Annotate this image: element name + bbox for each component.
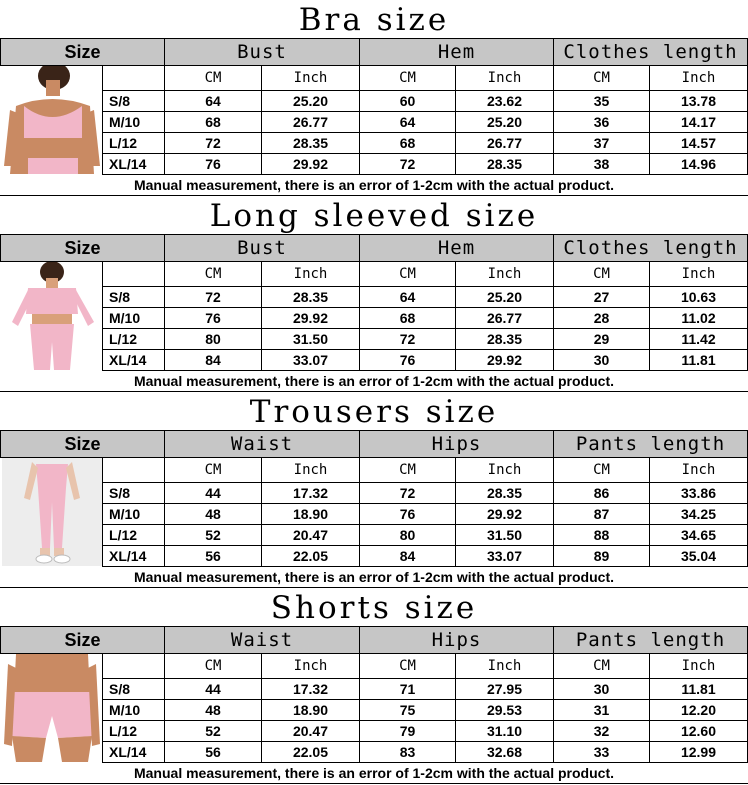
unit-label: Inch — [456, 262, 554, 287]
unit-label: CM — [360, 458, 456, 483]
measure-header: Hips — [360, 431, 554, 458]
size-label: L/12 — [102, 525, 165, 546]
unit-row-label — [102, 66, 165, 91]
measure-value: 48 — [165, 504, 262, 525]
section-title: Long sleeved size — [0, 196, 748, 235]
unit-label: Inch — [262, 654, 360, 679]
size-label: S/8 — [102, 91, 165, 112]
size-header: Size — [0, 431, 165, 458]
size-label: S/8 — [102, 483, 165, 504]
measure-value: 76 — [165, 308, 262, 329]
measure-value: 25.20 — [456, 287, 554, 308]
measure-value: 23.62 — [456, 91, 554, 112]
measure-value: 29.53 — [456, 700, 554, 721]
measure-value: 33.86 — [650, 483, 748, 504]
unit-label: Inch — [456, 458, 554, 483]
measure-header: Pants length — [554, 627, 748, 654]
unit-label: Inch — [650, 262, 748, 287]
measure-value: 29.92 — [262, 308, 360, 329]
measurement-note: Manual measurement, there is an error of 1-2cm with the actual product. — [0, 175, 748, 196]
measure-value: 32.68 — [456, 742, 554, 763]
measure-header: Clothes length — [554, 39, 748, 66]
measure-value: 64 — [360, 112, 456, 133]
measure-value: 33.07 — [262, 350, 360, 371]
size-label: L/12 — [102, 721, 165, 742]
unit-label: CM — [165, 66, 262, 91]
unit-label: Inch — [456, 66, 554, 91]
measure-value: 56 — [165, 546, 262, 567]
unit-row-label — [102, 458, 165, 483]
section-title: Trousers size — [0, 392, 748, 431]
measure-value: 11.81 — [650, 679, 748, 700]
measure-value: 68 — [165, 112, 262, 133]
size-label: M/10 — [102, 112, 165, 133]
measure-value: 52 — [165, 721, 262, 742]
measure-value: 31.50 — [262, 329, 360, 350]
size-label: L/12 — [102, 133, 165, 154]
measure-header: Hem — [360, 39, 554, 66]
measure-value: 83 — [360, 742, 456, 763]
size-label: S/8 — [102, 287, 165, 308]
measure-value: 18.90 — [262, 700, 360, 721]
measure-header: Hips — [360, 627, 554, 654]
measure-value: 11.42 — [650, 329, 748, 350]
measure-value: 20.47 — [262, 721, 360, 742]
unit-label: CM — [360, 654, 456, 679]
size-section — [0, 392, 748, 588]
section-title: Shorts size — [0, 588, 748, 627]
measure-value: 29.92 — [456, 350, 554, 371]
measure-value: 68 — [360, 308, 456, 329]
size-header: Size — [0, 39, 165, 66]
measure-header: Waist — [165, 431, 360, 458]
measure-value: 28.35 — [456, 483, 554, 504]
unit-label: Inch — [650, 458, 748, 483]
measure-value: 26.77 — [262, 112, 360, 133]
unit-label: CM — [360, 66, 456, 91]
unit-label: Inch — [262, 66, 360, 91]
measure-value: 17.32 — [262, 483, 360, 504]
measure-value: 31.50 — [456, 525, 554, 546]
measurement-note: Manual measurement, there is an error of 1-2cm with the actual product. — [0, 371, 748, 392]
measure-value: 17.32 — [262, 679, 360, 700]
measure-value: 72 — [165, 287, 262, 308]
long-sleeve-product-photo — [2, 262, 102, 370]
measure-value: 86 — [554, 483, 650, 504]
measure-value: 26.77 — [456, 308, 554, 329]
measure-header: Hem — [360, 235, 554, 262]
measure-value: 25.20 — [262, 91, 360, 112]
measure-value: 89 — [554, 546, 650, 567]
measure-value: 68 — [360, 133, 456, 154]
measure-value: 12.99 — [650, 742, 748, 763]
measure-value: 79 — [360, 721, 456, 742]
measure-value: 38 — [554, 154, 650, 175]
measure-value: 35.04 — [650, 546, 748, 567]
measure-value: 10.63 — [650, 287, 748, 308]
measure-value: 52 — [165, 525, 262, 546]
measure-value: 37 — [554, 133, 650, 154]
measure-value: 35 — [554, 91, 650, 112]
measure-value: 29.92 — [456, 504, 554, 525]
measure-header: Bust — [165, 39, 360, 66]
measure-value: 13.78 — [650, 91, 748, 112]
measure-value: 76 — [360, 350, 456, 371]
unit-row-label — [102, 262, 165, 287]
size-section — [0, 196, 748, 392]
measure-header: Bust — [165, 235, 360, 262]
measure-value: 30 — [554, 679, 650, 700]
measure-value: 12.20 — [650, 700, 748, 721]
size-label: L/12 — [102, 329, 165, 350]
measure-header: Pants length — [554, 431, 748, 458]
measure-value: 18.90 — [262, 504, 360, 525]
measure-value: 72 — [165, 133, 262, 154]
measure-value: 28.35 — [456, 329, 554, 350]
measure-value: 56 — [165, 742, 262, 763]
unit-label: Inch — [262, 262, 360, 287]
measure-value: 28.35 — [262, 287, 360, 308]
unit-label: CM — [165, 262, 262, 287]
bra-product-photo — [2, 66, 102, 174]
size-section — [0, 588, 748, 784]
unit-label: CM — [554, 458, 650, 483]
shorts-product-photo — [2, 654, 102, 762]
unit-label: Inch — [456, 654, 554, 679]
unit-label: CM — [165, 654, 262, 679]
measure-value: 75 — [360, 700, 456, 721]
measure-value: 12.60 — [650, 721, 748, 742]
size-header: Size — [0, 235, 165, 262]
size-label: M/10 — [102, 504, 165, 525]
unit-label: CM — [360, 262, 456, 287]
measure-value: 84 — [360, 546, 456, 567]
measure-value: 28.35 — [456, 154, 554, 175]
measure-value: 80 — [360, 525, 456, 546]
measure-value: 76 — [165, 154, 262, 175]
unit-row-label — [102, 654, 165, 679]
measure-value: 31.10 — [456, 721, 554, 742]
size-label: XL/14 — [102, 154, 165, 175]
size-label: XL/14 — [102, 742, 165, 763]
measure-value: 14.96 — [650, 154, 748, 175]
measure-value: 27.95 — [456, 679, 554, 700]
measure-value: 32 — [554, 721, 650, 742]
measurement-note: Manual measurement, there is an error of 1-2cm with the actual product. — [0, 763, 748, 784]
measure-value: 31 — [554, 700, 650, 721]
measure-value: 36 — [554, 112, 650, 133]
unit-label: Inch — [262, 458, 360, 483]
measure-value: 29 — [554, 329, 650, 350]
measure-value: 72 — [360, 329, 456, 350]
measure-value: 22.05 — [262, 546, 360, 567]
measure-value: 14.57 — [650, 133, 748, 154]
measure-value: 64 — [360, 287, 456, 308]
measure-header: Waist — [165, 627, 360, 654]
unit-label: CM — [554, 654, 650, 679]
measure-value: 64 — [165, 91, 262, 112]
size-header: Size — [0, 627, 165, 654]
measurement-note: Manual measurement, there is an error of 1-2cm with the actual product. — [0, 567, 748, 588]
measure-value: 60 — [360, 91, 456, 112]
measure-value: 25.20 — [456, 112, 554, 133]
measure-header: Clothes length — [554, 235, 748, 262]
measure-value: 33.07 — [456, 546, 554, 567]
size-label: S/8 — [102, 679, 165, 700]
unit-label: Inch — [650, 66, 748, 91]
measure-value: 72 — [360, 483, 456, 504]
measure-value: 48 — [165, 700, 262, 721]
measure-value: 30 — [554, 350, 650, 371]
unit-label: CM — [165, 458, 262, 483]
measure-value: 84 — [165, 350, 262, 371]
measure-value: 11.02 — [650, 308, 748, 329]
measure-value: 34.65 — [650, 525, 748, 546]
measure-value: 11.81 — [650, 350, 748, 371]
measure-value: 27 — [554, 287, 650, 308]
section-title: Bra size — [0, 0, 748, 39]
unit-label: CM — [554, 66, 650, 91]
size-label: M/10 — [102, 308, 165, 329]
measure-value: 88 — [554, 525, 650, 546]
unit-label: Inch — [650, 654, 748, 679]
measure-value: 44 — [165, 679, 262, 700]
size-label: XL/14 — [102, 350, 165, 371]
measure-value: 71 — [360, 679, 456, 700]
measure-value: 87 — [554, 504, 650, 525]
measure-value: 34.25 — [650, 504, 748, 525]
measure-value: 14.17 — [650, 112, 748, 133]
measure-value: 44 — [165, 483, 262, 504]
measure-value: 33 — [554, 742, 650, 763]
measure-value: 20.47 — [262, 525, 360, 546]
measure-value: 76 — [360, 504, 456, 525]
measure-value: 22.05 — [262, 742, 360, 763]
measure-value: 80 — [165, 329, 262, 350]
size-label: M/10 — [102, 700, 165, 721]
trousers-product-photo — [2, 458, 102, 566]
size-label: XL/14 — [102, 546, 165, 567]
measure-value: 28 — [554, 308, 650, 329]
measure-value: 28.35 — [262, 133, 360, 154]
measure-value: 26.77 — [456, 133, 554, 154]
measure-value: 29.92 — [262, 154, 360, 175]
size-section — [0, 0, 748, 196]
unit-label: CM — [554, 262, 650, 287]
measure-value: 72 — [360, 154, 456, 175]
